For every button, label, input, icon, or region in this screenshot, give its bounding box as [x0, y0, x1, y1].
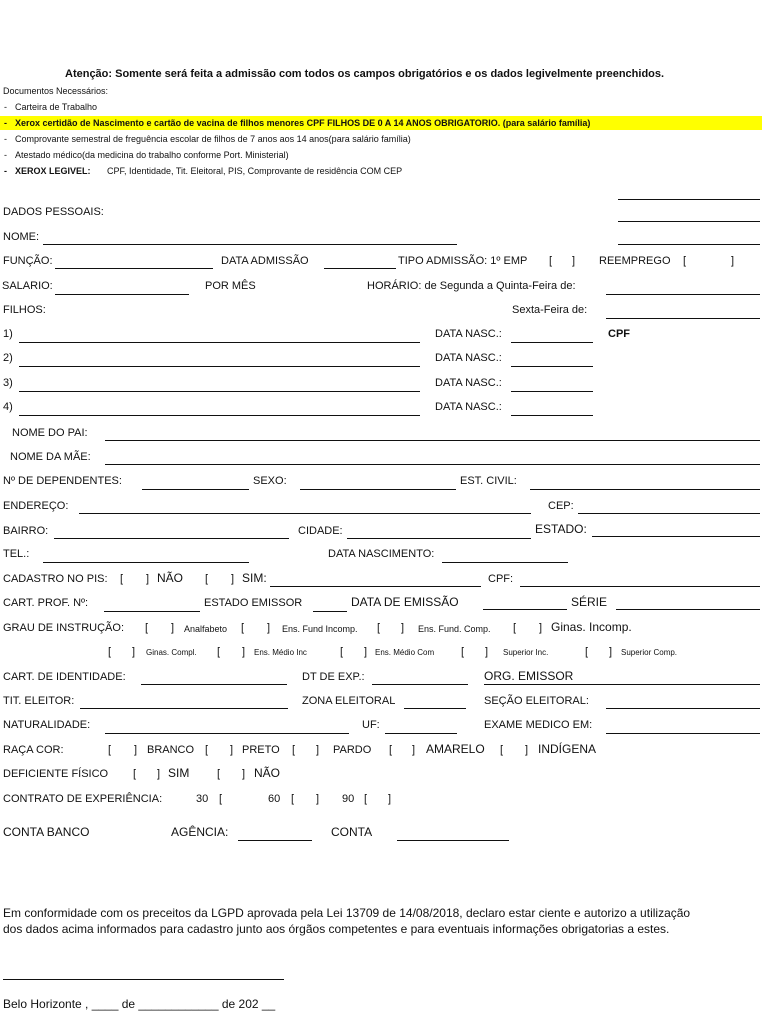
doc-item-highlighted: Xerox certidão de Nascimento e cartão de vacina de filhos menores CPF FILHOS DE 0 A 14 ANOS OBRIGATORIO. (para salário família): [15, 118, 591, 128]
org-emissor-field[interactable]: [484, 684, 760, 685]
contrato-60: 60: [268, 793, 281, 805]
data-emissao-field[interactable]: [483, 609, 567, 610]
estado-field[interactable]: [592, 536, 760, 537]
signature-line[interactable]: [3, 979, 284, 980]
bracket-open[interactable]: [: [219, 793, 223, 805]
doc-item: Carteira de Trabalho: [15, 102, 98, 112]
bracket-open[interactable]: [: [217, 768, 221, 780]
endereco-label: ENDEREÇO:: [3, 500, 69, 512]
org-emissor-label: ORG. EMISSOR: [484, 669, 574, 683]
bracket-open[interactable]: [: [108, 744, 112, 756]
bracket-open[interactable]: [: [500, 744, 504, 756]
doc-dash: -: [4, 118, 7, 128]
est-civil-field[interactable]: [530, 489, 760, 490]
zona-eleitoral-field[interactable]: [404, 708, 466, 709]
estado-emissor-label: ESTADO EMISSOR: [204, 597, 303, 609]
estado-emissor-field[interactable]: [313, 611, 347, 612]
dependentes-label: Nº DE DEPENDENTES:: [3, 475, 122, 487]
doc-item: Comprovante semestral de freguência escolar de filhos de 7 anos aos 14 anos(para salário família): [15, 134, 411, 144]
tel-label: TEL.:: [3, 548, 30, 560]
blank-line[interactable]: [618, 244, 760, 245]
data-admissao-label: DATA ADMISSÃO: [221, 255, 309, 267]
filho-number: 4): [3, 401, 13, 413]
bracket-close[interactable]: ]: [609, 646, 613, 658]
uf-label: UF:: [362, 719, 380, 731]
zona-eleitoral-label: ZONA ELEITORAL: [302, 695, 396, 707]
nome-pai-field[interactable]: [105, 440, 760, 441]
nao-option: NÃO: [157, 571, 184, 585]
bracket-open[interactable]: [: [364, 793, 368, 805]
cidade-label: CIDADE:: [298, 525, 343, 537]
agencia-label: AGÊNCIA:: [171, 825, 229, 839]
cep-label: CEP:: [548, 500, 574, 512]
data-nasc-field[interactable]: [511, 391, 593, 392]
bracket-close[interactable]: ]: [316, 793, 320, 805]
bairro-label: BAIRRO:: [3, 525, 49, 537]
data-nasc-label: DATA NASC.:: [435, 401, 502, 413]
data-nascimento-field[interactable]: [442, 562, 568, 563]
bracket-close[interactable]: ]: [267, 622, 271, 634]
cart-identidade-field[interactable]: [141, 684, 287, 685]
bracket-close[interactable]: ]: [316, 744, 320, 756]
conta-banco-label: CONTA BANCO: [3, 825, 90, 839]
docs-title: Documentos Necessários:: [3, 86, 109, 96]
filho-number: 3): [3, 377, 13, 389]
bracket-open[interactable]: [: [461, 646, 465, 658]
superior-inc-option: Superior Inc.: [503, 648, 549, 657]
data-nasc-label: DATA NASC.:: [435, 377, 502, 389]
salario-field[interactable]: [55, 294, 189, 295]
bracket-close[interactable]: ]: [231, 573, 235, 585]
nome-label: NOME:: [3, 231, 40, 243]
secao-eleitoral-label: SEÇÃO ELEITORAL:: [484, 695, 589, 707]
bracket-open[interactable]: [: [585, 646, 589, 658]
bracket-close[interactable]: ]: [242, 646, 246, 658]
bracket-close[interactable]: ]: [572, 255, 576, 267]
sexta-label: Sexta-Feira de:: [512, 304, 588, 316]
filho-name-field[interactable]: [19, 366, 420, 367]
bracket-open[interactable]: [: [120, 573, 124, 585]
filho-name-field[interactable]: [19, 415, 420, 416]
horario-label: HORÁRIO: de Segunda a Quinta-Feira de:: [367, 280, 576, 292]
sexta-field[interactable]: [606, 318, 760, 319]
funcao-field[interactable]: [55, 268, 213, 269]
doc-dash: -: [4, 134, 7, 144]
tit-eleitor-label: TIT. ELEITOR:: [3, 695, 75, 707]
bracket-close[interactable]: ]: [485, 646, 489, 658]
est-civil-label: EST. CIVIL:: [460, 475, 517, 487]
lgpd-consent-text: Em conformidade com os preceitos da LGPD aprovada pela Lei 13709 de 14/08/2018, declaro estar ciente e autorizo a utilização dos dados acima informados para cadastro junto aos órgãos competentes e para eventuais informações obrigatorias a estes.: [3, 906, 691, 936]
filho-name-field[interactable]: [19, 342, 420, 343]
sexo-label: SEXO:: [253, 475, 287, 487]
cadastro-pis-label: CADASTRO NO PIS:: [3, 573, 108, 585]
cpf-field[interactable]: [520, 586, 760, 587]
cpf-label: CPF:: [488, 573, 514, 585]
cpf-heading: CPF: [608, 328, 630, 340]
analfabeto-option: Analfabeto: [184, 624, 228, 634]
filho-number: 2): [3, 352, 13, 364]
nome-field[interactable]: [43, 244, 457, 245]
city-date-line: Belo Horizonte , ____ de ____________ de 202 __: [3, 997, 276, 1011]
bracket-open[interactable]: [: [377, 622, 381, 634]
doc-item: Atestado médico(da medicina do trabalho conforme Port. Ministerial): [15, 150, 289, 160]
preto-option: PRETO: [242, 744, 280, 756]
cart-prof-field[interactable]: [104, 611, 200, 612]
bracket-open[interactable]: [: [292, 744, 296, 756]
bracket-open[interactable]: [: [340, 646, 344, 658]
endereco-field[interactable]: [79, 513, 531, 514]
salario-label: SALARIO:: [2, 280, 53, 292]
ens-medio-inc-option: Ens. Médio Inc: [254, 648, 307, 657]
dados-pessoais-label: DADOS PESSOAIS:: [3, 206, 104, 218]
serie-field[interactable]: [616, 609, 760, 610]
bracket-close[interactable]: ]: [388, 793, 392, 805]
superior-comp-option: Superior Comp.: [621, 648, 678, 657]
exame-medico-field[interactable]: [606, 733, 760, 734]
doc-item: CPF, Identidade, Tit. Eleitoral, PIS, Comprovante de residência COM CEP: [107, 166, 403, 176]
dependentes-field[interactable]: [142, 489, 249, 490]
bracket-open[interactable]: [: [133, 768, 137, 780]
tipo-admissao-label: TIPO ADMISSÃO: 1º EMP: [398, 255, 528, 267]
contrato-label: CONTRATO DE EXPERIÊNCIA:: [3, 793, 163, 805]
reemprego-label: REEMPREGO: [599, 255, 671, 267]
dt-exp-label: DT DE EXP.:: [302, 671, 365, 683]
agencia-field[interactable]: [238, 840, 312, 841]
bracket-open[interactable]: [: [291, 793, 295, 805]
bracket-close[interactable]: ]: [171, 622, 175, 634]
grau-instrucao-label: GRAU DE INSTRUÇÃO:: [3, 622, 125, 634]
bracket-open[interactable]: [: [241, 622, 245, 634]
bracket-open[interactable]: [: [389, 744, 393, 756]
tit-eleitor-field[interactable]: [80, 708, 288, 709]
bracket-open[interactable]: [: [108, 646, 112, 658]
ens-medio-com-option: Ens. Médio Com: [375, 648, 435, 657]
bracket-close[interactable]: ]: [731, 255, 735, 267]
conta-field[interactable]: [397, 840, 509, 841]
bracket-open[interactable]: [: [205, 573, 209, 585]
cep-field[interactable]: [578, 513, 760, 514]
contrato-30: 30: [196, 793, 209, 805]
naturalidade-label: NATURALIDADE:: [3, 719, 91, 731]
filhos-label: FILHOS:: [3, 304, 46, 316]
deficiente-sim-option: SIM: [168, 766, 190, 780]
serie-label: SÉRIE: [571, 595, 608, 609]
ens-fund-incomp-option: Ens. Fund Incomp.: [282, 624, 358, 634]
nome-mae-label: NOME DA MÃE:: [10, 451, 91, 463]
bracket-close[interactable]: ]: [132, 646, 136, 658]
cidade-field[interactable]: [347, 538, 531, 539]
data-nasc-label: DATA NASC.:: [435, 328, 502, 340]
bracket-close[interactable]: ]: [525, 744, 529, 756]
tel-field[interactable]: [43, 562, 249, 563]
ens-fund-comp-option: Ens. Fund. Comp.: [418, 624, 491, 634]
data-nasc-field[interactable]: [511, 415, 593, 416]
data-nasc-field[interactable]: [511, 342, 593, 343]
bracket-close[interactable]: ]: [401, 622, 405, 634]
data-emissao-label: DATA DE EMISSÃO: [351, 595, 459, 609]
bracket-close[interactable]: ]: [364, 646, 368, 658]
sim-option: SIM:: [242, 571, 267, 585]
doc-item-bold: XEROX LEGIVEL:: [15, 166, 91, 176]
bracket-close[interactable]: ]: [230, 744, 234, 756]
bairro-field[interactable]: [54, 538, 289, 539]
attention-notice: Atenção: Somente será feita a admissão com todos os campos obrigatórios e os dados legivelmente preenchidos.: [65, 68, 665, 80]
doc-dash: -: [4, 166, 7, 176]
pardo-option: PARDO: [333, 744, 372, 756]
bracket-close[interactable]: ]: [146, 573, 150, 585]
blank-line[interactable]: [618, 221, 760, 222]
conta-label: CONTA: [331, 825, 373, 839]
estado-label: ESTADO:: [535, 522, 587, 536]
por-mes-label: POR MÊS: [205, 280, 256, 292]
doc-dash: -: [4, 150, 7, 160]
secao-eleitoral-field[interactable]: [606, 708, 760, 709]
bracket-open[interactable]: [: [683, 255, 687, 267]
data-nasc-field[interactable]: [511, 366, 593, 367]
bracket-close[interactable]: ]: [242, 768, 246, 780]
nome-pai-label: NOME DO PAI:: [12, 427, 88, 439]
blank-line[interactable]: [618, 199, 760, 200]
filho-name-field[interactable]: [19, 391, 420, 392]
cart-prof-label: CART. PROF. Nº:: [3, 597, 89, 609]
data-nasc-label: DATA NASC.:: [435, 352, 502, 364]
bracket-open[interactable]: [: [205, 744, 209, 756]
branco-option: BRANCO: [147, 744, 195, 756]
raca-cor-label: RAÇA COR:: [3, 744, 64, 756]
deficiente-label: DEFICIENTE FÍSICO: [3, 768, 109, 780]
data-admissao-field[interactable]: [324, 268, 396, 269]
bracket-close[interactable]: ]: [539, 622, 543, 634]
naturalidade-field[interactable]: [105, 733, 349, 734]
contrato-90: 90: [342, 793, 355, 805]
doc-dash: -: [4, 102, 7, 112]
dt-exp-field[interactable]: [372, 684, 468, 685]
ginas-incomp-option: Ginas. Incomp.: [551, 620, 632, 634]
bracket-open[interactable]: [: [217, 646, 221, 658]
pis-field[interactable]: [270, 586, 481, 587]
bracket-close[interactable]: ]: [412, 744, 416, 756]
bracket-open[interactable]: [: [513, 622, 517, 634]
ginas-compl-option: Ginas. Compl.: [146, 648, 197, 657]
sexo-field[interactable]: [300, 489, 456, 490]
bracket-close[interactable]: ]: [157, 768, 161, 780]
data-nascimento-label: DATA NASCIMENTO:: [328, 548, 435, 560]
nome-mae-field[interactable]: [105, 464, 760, 465]
bracket-close[interactable]: ]: [134, 744, 138, 756]
exame-medico-label: EXAME MEDICO EM:: [484, 719, 593, 731]
bracket-open[interactable]: [: [549, 255, 553, 267]
cart-identidade-label: CART. DE IDENTIDADE:: [3, 671, 126, 683]
horario-field[interactable]: [606, 294, 760, 295]
funcao-label: FUNÇÃO:: [3, 255, 53, 267]
bracket-open[interactable]: [: [145, 622, 149, 634]
indigena-option: INDÍGENA: [538, 742, 597, 756]
filho-number: 1): [3, 328, 13, 340]
amarelo-option: AMARELO: [426, 742, 485, 756]
uf-field[interactable]: [385, 733, 457, 734]
deficiente-nao-option: NÃO: [254, 766, 281, 780]
